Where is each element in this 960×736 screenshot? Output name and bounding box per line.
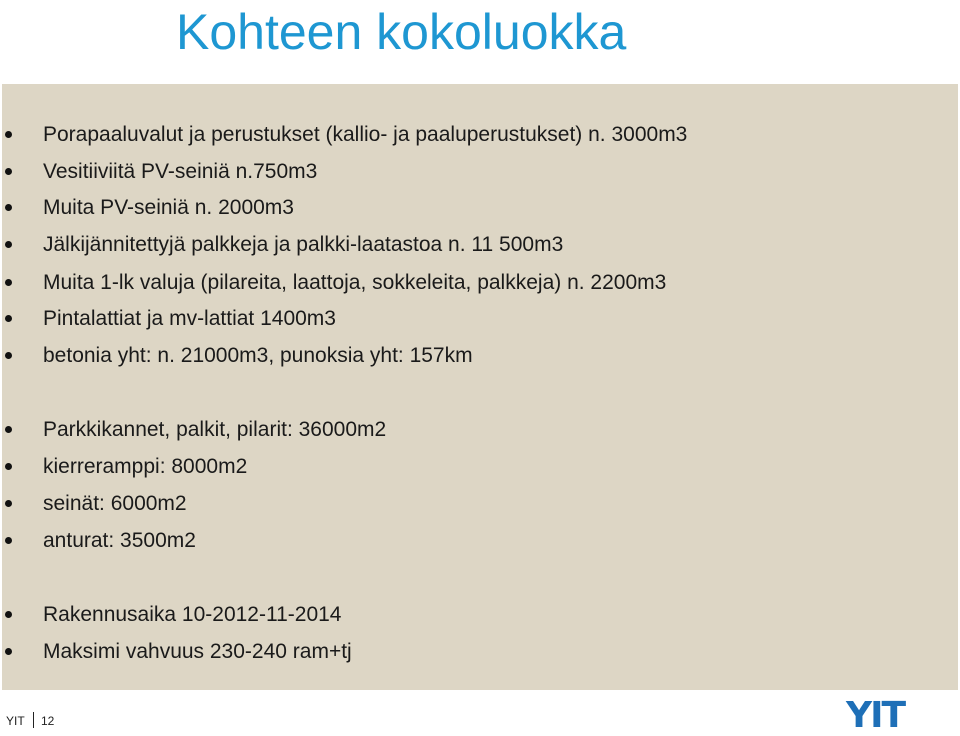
bullet-text: Maksimi vahvuus 230-240 ram+tj [43, 640, 352, 663]
slide-title: Kohteen kokoluokka [176, 4, 627, 60]
bullet-text: Parkkikannet, palkit, pilarit: 36000m2 [43, 418, 387, 441]
bullet-text: Porapaaluvalut ja perustukset (kallio- ja paaluperustukset) n. 3000m3 [43, 123, 688, 146]
list-item [2, 491, 942, 517]
bullet-icon [5, 279, 12, 286]
bullet-icon [5, 648, 12, 655]
bullet-icon [5, 463, 12, 470]
yit-logo [846, 695, 954, 736]
bullet-icon [5, 537, 12, 544]
bullet-icon [5, 426, 12, 433]
list-item [2, 454, 942, 480]
bullet-icon [5, 168, 12, 175]
bullet-icon [5, 131, 12, 138]
bullet-text: Muita 1-lk valuja (pilareita, laattoja, sokkeleita, palkkeja) n. 2200m3 [43, 271, 667, 294]
bullet-text: kierreramppi: 8000m2 [43, 455, 248, 478]
list-item [2, 122, 942, 148]
footer-brand: YIT [6, 714, 25, 728]
bullet-text: betonia yht: n. 21000m3, punoksia yht: 157km [43, 344, 473, 367]
bullet-text: anturat: 3500m2 [43, 529, 196, 552]
bullet-text: Vesitiiviitä PV-seiniä n.750m3 [43, 160, 318, 183]
footer-divider [33, 712, 34, 728]
page-number: 12 [41, 714, 55, 728]
bullet-icon [5, 500, 12, 507]
bullet-text: Pintalattiat ja mv-lattiat 1400m3 [43, 307, 336, 330]
list-item [2, 159, 942, 185]
list-item [2, 417, 942, 443]
list-item [2, 639, 942, 665]
list-item [2, 306, 942, 332]
list-item [2, 195, 942, 221]
bullet-text: seinät: 6000m2 [43, 492, 187, 515]
list-item [2, 270, 942, 296]
list-item [2, 232, 942, 258]
list-item [2, 343, 942, 369]
bullet-icon [5, 611, 12, 618]
list-item [2, 528, 942, 554]
bullet-icon [5, 352, 12, 359]
content-panel [2, 84, 958, 690]
bullet-icon [5, 241, 12, 248]
bullet-text: Rakennusaika 10-2012-11-2014 [43, 603, 342, 626]
logo-text: YIT [846, 695, 905, 736]
list-item [2, 602, 942, 628]
bullet-icon [5, 315, 12, 322]
slide-footer [0, 690, 960, 735]
bullet-text: Muita PV-seiniä n. 2000m3 [43, 196, 294, 219]
bullet-icon [5, 204, 12, 211]
bullet-text: Jälkijännitettyjä palkkeja ja palkki-laatastoa n. 11 500m3 [43, 233, 564, 256]
